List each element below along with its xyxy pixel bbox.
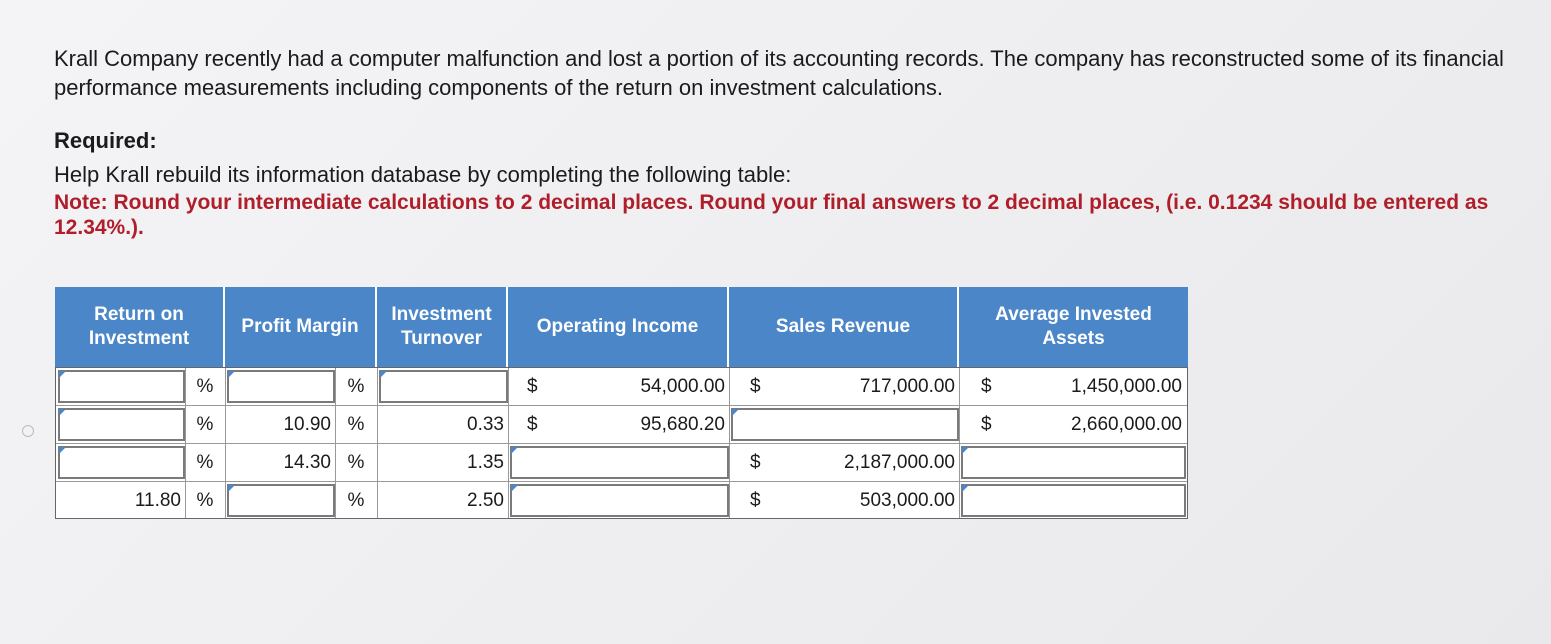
percent-sign: %	[347, 376, 365, 397]
avg-invested-assets-value: 2,660,000.00	[1071, 414, 1182, 435]
operating-income-value: 54,000.00	[640, 376, 725, 397]
table-body	[55, 367, 1188, 519]
percent-sign: %	[347, 452, 365, 473]
dollar-sign: $	[981, 376, 992, 397]
dollar-sign: $	[981, 414, 992, 435]
percent-sign: %	[196, 376, 214, 397]
operating-income-input[interactable]	[510, 484, 729, 517]
table-row	[56, 368, 1187, 406]
table-row	[56, 444, 1187, 482]
percent-sign: %	[196, 490, 214, 511]
table-row	[56, 482, 1187, 519]
sales-revenue-value: 717,000.00	[859, 376, 955, 397]
avg-invested-assets-input[interactable]	[961, 484, 1186, 517]
required-label: Required:	[54, 128, 157, 153]
percent-sign: %	[196, 414, 214, 435]
percent-sign: %	[196, 452, 214, 473]
profit-margin-value: 14.30	[283, 452, 331, 473]
avg-invested-assets-value: 1,450,000.00	[1071, 376, 1182, 397]
header-operating-income: Operating Income	[508, 287, 729, 367]
dollar-sign: $	[527, 414, 538, 435]
header-sales-revenue: Sales Revenue	[729, 287, 959, 367]
investment-turnover-value: 1.35	[467, 452, 504, 473]
sales-revenue-value: 2,187,000.00	[844, 452, 955, 473]
investment-turnover-value: 0.33	[467, 414, 504, 435]
header-investment-turnover: Investment Turnover	[377, 287, 508, 367]
profit-margin-input[interactable]	[227, 484, 335, 517]
table-row	[56, 406, 1187, 444]
roi-input[interactable]	[58, 446, 185, 479]
header-average-invested-assets: Average Invested Assets	[959, 287, 1188, 367]
header-profit-margin: Profit Margin	[225, 287, 377, 367]
sales-revenue-value: 503,000.00	[859, 490, 955, 511]
percent-sign: %	[347, 490, 365, 511]
dollar-sign: $	[750, 452, 761, 473]
required-text: Help Krall rebuild its information database by completing the following table:	[54, 162, 792, 187]
avg-invested-assets-input[interactable]	[961, 446, 1186, 479]
roi-input[interactable]	[58, 408, 185, 441]
problem-intro: Krall Company recently had a computer malfunction and lost a portion of its accounting records. The company has reconstructed some of its financial performance measurements including components of the return on investment calculations.	[54, 46, 1504, 100]
profit-margin-input[interactable]	[227, 370, 335, 403]
roi-table	[55, 287, 1188, 519]
profit-margin-value: 10.90	[283, 414, 331, 435]
rounding-note: Note: Round your intermediate calculations to 2 decimal places. Round your final answers to 2 decimal places, (i.e. 0.1234 should be entered as 12.34%.).	[54, 191, 1489, 239]
operating-income-input[interactable]	[510, 446, 729, 479]
investment-turnover-input[interactable]	[379, 370, 508, 403]
dollar-sign: $	[750, 376, 761, 397]
percent-sign: %	[347, 414, 365, 435]
investment-turnover-value: 2.50	[467, 490, 504, 511]
sales-revenue-input[interactable]	[731, 408, 959, 441]
dollar-sign: $	[750, 490, 761, 511]
roi-value: 11.80	[134, 490, 181, 511]
margin-dot	[22, 425, 34, 437]
dollar-sign: $	[527, 376, 538, 397]
header-roi: Return on Investment	[55, 287, 225, 367]
operating-income-value: 95,680.20	[640, 414, 725, 435]
roi-input[interactable]	[58, 370, 185, 403]
